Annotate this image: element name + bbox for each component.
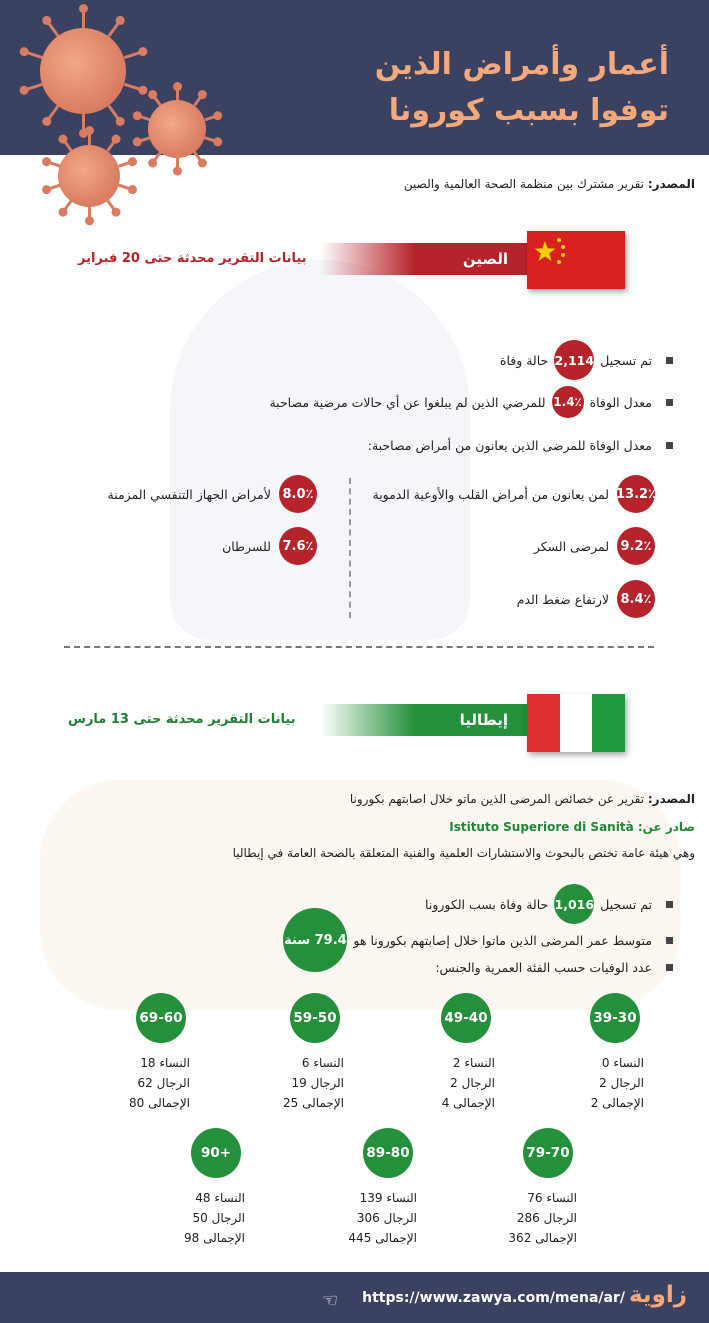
square-bullet-icon: [666, 357, 673, 364]
age-range-badge: 89-80: [363, 1128, 413, 1178]
footer-url-link[interactable]: https://www.zawya.com/mena/ar/: [362, 1290, 625, 1306]
comorbid-badge: 13.2٪: [617, 475, 655, 513]
age-range-badge: +90: [191, 1128, 241, 1178]
china-updated-date: بيانات التقرير محدثة حتى 20 فبراير: [78, 251, 307, 266]
square-bullet-icon: [666, 964, 673, 971]
column-divider: [349, 478, 351, 618]
title-line-2: توفوا بسبب كورونا: [388, 93, 669, 128]
china-country-bar: الصين: [320, 243, 530, 275]
china-rate-item: معدل الوفاة 1.4٪ للمرضي الذين لم يبلغوا عن أي حالات مرضية مصاحبة: [269, 386, 673, 418]
comorbid-badge: 9.2٪: [617, 527, 655, 565]
china-flag: [527, 231, 625, 289]
comorbid-badge: 7.6٪: [279, 527, 317, 565]
comorbid-item: 8.4٪ لارتفاع ضغط الدم: [517, 580, 655, 618]
comorbid-item: 13.2٪ لمن يعانون من أمراض القلب والأوعية الدموية: [373, 475, 656, 513]
pointing-hand-icon: ☜: [322, 1290, 339, 1311]
virus-icon: [58, 145, 120, 207]
italy-groups-heading: عدد الوفيات حسب الفئة العمرية والجنس:: [435, 960, 673, 975]
italy-source: المصدر: تقرير عن خصائص المرضى الذين ماتو خلال اصابتهم بكورونا: [349, 792, 695, 806]
comorbid-item: 8.0٪ لأمراض الجهاز التنفسي المزمنة: [108, 475, 317, 513]
age-group: 39-30 النساء 0 الرجال 2 الإجمالى 2: [554, 993, 644, 1113]
footer: [0, 1272, 709, 1323]
title-line-1: أعمار وأمراض الذين: [374, 47, 669, 82]
age-group: 59-50 النساء 6 الرجال 19 الإجمالى 25: [254, 993, 344, 1113]
italy-issuer-description: وهي هيئة عامة تختص بالبحوث والاستشارات العلمية والفنية المتعلقة بالصحة العامة في إيطاليا: [232, 846, 695, 860]
china-deaths-item: تم تسجيل 2,114 حالة وفاة: [500, 340, 673, 380]
comorbid-item: 7.6٪ للسرطان: [222, 527, 317, 565]
age-range-badge: 69-60: [136, 993, 186, 1043]
china-deaths-badge: 2,114: [554, 340, 594, 380]
square-bullet-icon: [666, 399, 673, 406]
virus-icon: [148, 100, 206, 158]
age-range-badge: 79-70: [523, 1128, 573, 1178]
italy-issuer: صادر عن: Istituto Superiore di Sanità: [449, 820, 695, 834]
age-range-badge: 59-50: [290, 993, 340, 1043]
italy-updated-date: بيانات التقرير محدثة حتى 13 مارس: [68, 712, 296, 727]
square-bullet-icon: [666, 442, 673, 449]
age-range-badge: 39-30: [590, 993, 640, 1043]
comorbid-item: 9.2٪ لمرضى السكر: [534, 527, 655, 565]
page-title: [249, 42, 669, 134]
section-divider: [64, 646, 654, 648]
italy-flag: [527, 694, 625, 752]
china-flag-stars-icon: [527, 231, 625, 289]
china-comorbid-heading: معدل الوفاة للمرضى الذين يعانون من أمراض مصاحبة:: [368, 438, 673, 453]
china-rate-badge: 1.4٪: [552, 386, 584, 418]
age-group: 89-80 النساء 139 الرجال 306 الإجمالى 445: [327, 1128, 417, 1248]
italy-deaths-item: تم تسجيل 1,016 حالة وفاة بسب الكورونا: [425, 884, 673, 924]
italy-age-item: متوسط عمر المرضى الذين ماتوا خلال إصابتهم بكورونا هو 79.4 سنة: [283, 908, 673, 972]
square-bullet-icon: [666, 937, 673, 944]
age-group: 69-60 النساء 18 الرجال 62 الإجمالى 80: [100, 993, 190, 1113]
china-source: المصدر: تقرير مشترك بين منظمة الصحة العالمية والصين: [403, 177, 695, 191]
comorbid-badge: 8.0٪: [279, 475, 317, 513]
italy-deaths-badge: 1,016: [554, 884, 594, 924]
zawya-logo: زاوية: [628, 1282, 687, 1308]
italy-average-age-badge: 79.4 سنة: [283, 908, 347, 972]
square-bullet-icon: [666, 901, 673, 908]
comorbid-badge: 8.4٪: [617, 580, 655, 618]
age-group: 49-40 النساء 2 الرجال 2 الإجمالى 4: [405, 993, 495, 1113]
age-group: 79-70 النساء 76 الرجال 286 الإجمالى 362: [487, 1128, 577, 1248]
virus-icon: [40, 28, 126, 114]
age-group: +90 النساء 48 الرجال 50 الإجمالى 98: [155, 1128, 245, 1248]
italy-country-bar: إيطاليا: [320, 704, 530, 736]
age-range-badge: 49-40: [441, 993, 491, 1043]
